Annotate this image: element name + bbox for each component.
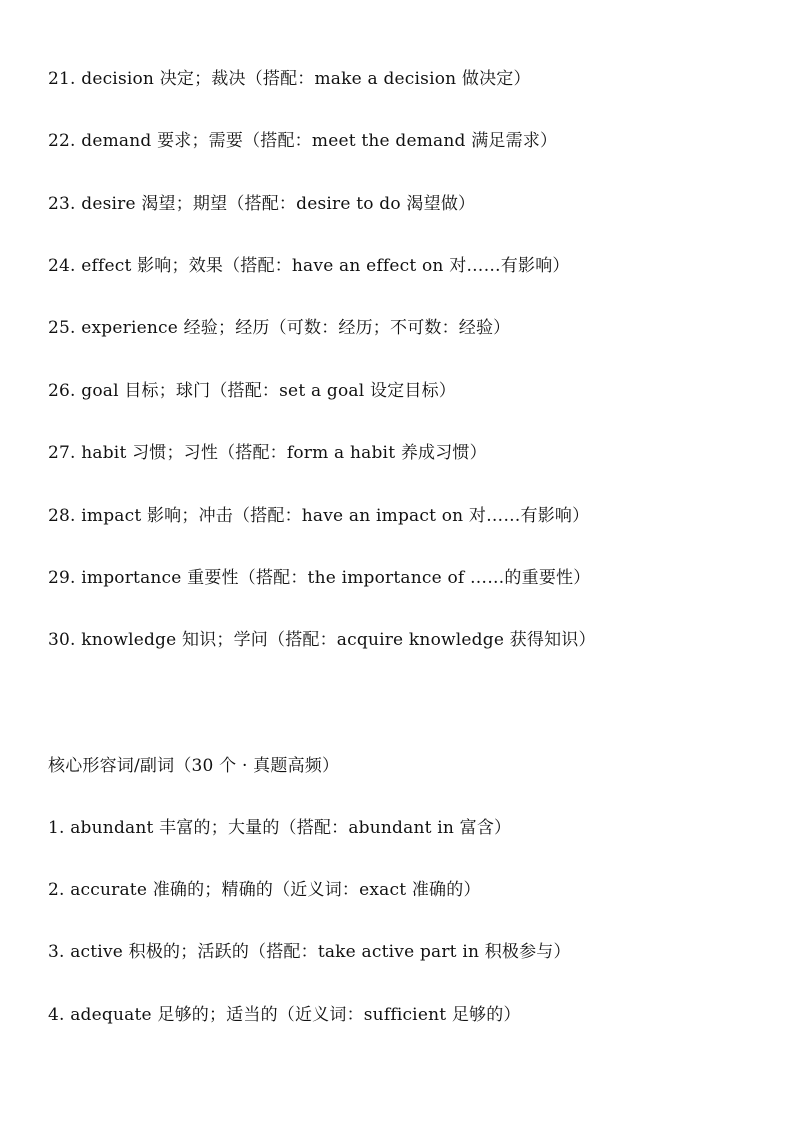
vocab-entry-adequate: 4. adequate 足够的；适当的（近义词：sufficient 足够的）	[48, 1005, 521, 1025]
vocab-entry-habit: 27. habit 习惯；习性（搭配：form a habit 养成习惯）	[48, 443, 487, 463]
vocab-entry-demand: 22. demand 要求；需要（搭配：meet the demand 满足需求）	[48, 131, 558, 151]
vocab-entry-impact: 28. impact 影响；冲击（搭配：have an impact on 对……有影响）	[48, 506, 590, 526]
vocab-entry-effect: 24. effect 影响；效果（搭配：have an effect on 对……有影响）	[48, 256, 570, 276]
vocab-entry-goal: 26. goal 目标；球门（搭配：set a goal 设定目标）	[48, 381, 456, 401]
vocab-entry-knowledge: 30. knowledge 知识；学问（搭配：acquire knowledge 获得知识）	[48, 630, 596, 650]
vocab-entry-active: 3. active 积极的；活跃的（搭配：take active part in 积极参与）	[48, 942, 571, 962]
vocab-entry-importance: 29. importance 重要性（搭配：the importance of ……的重要性）	[48, 568, 591, 588]
vocab-entry-accurate: 2. accurate 准确的；精确的（近义词：exact 准确的）	[48, 880, 481, 900]
vocab-entry-abundant: 1. abundant 丰富的；大量的（搭配：abundant in 富含）	[48, 818, 512, 838]
vocab-entry-decision: 21. decision 决定；裁决（搭配：make a decision 做决定）	[48, 69, 531, 89]
section-heading: 核心形容词/副词（30 个 · 真题高频）	[48, 756, 340, 776]
vocab-entry-desire: 23. desire 渴望；期望（搭配：desire to do 渴望做）	[48, 194, 476, 214]
vocab-entry-experience: 25. experience 经验；经历（可数：经历；不可数：经验）	[48, 318, 511, 338]
